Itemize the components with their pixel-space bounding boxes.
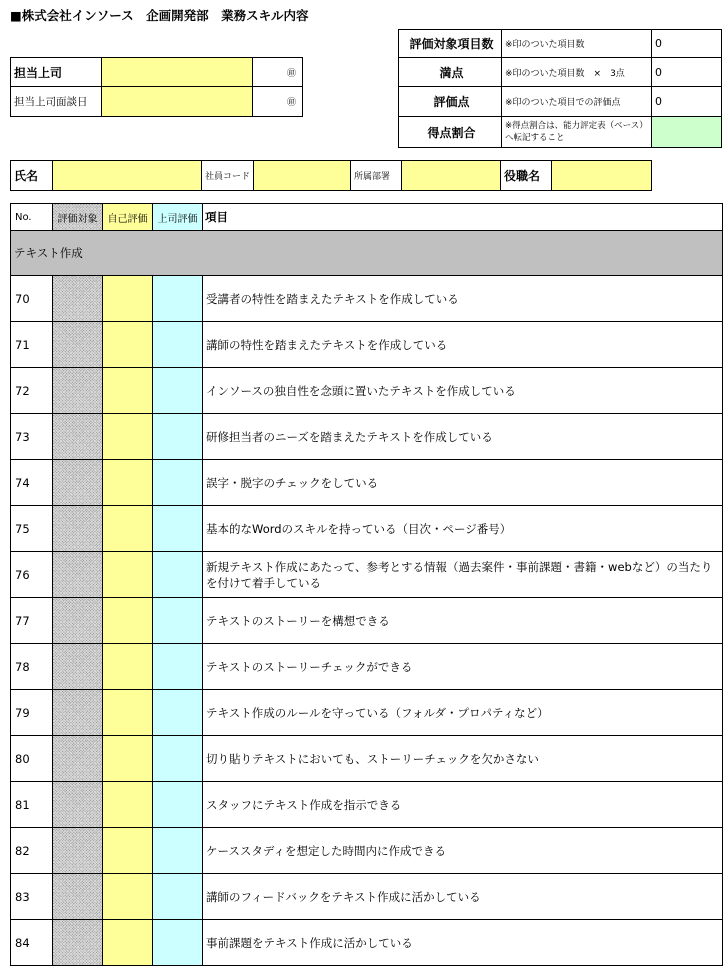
row-target-cell[interactable] [53, 644, 103, 690]
row-self-eval-cell[interactable] [103, 598, 153, 644]
row-target-cell[interactable] [53, 368, 103, 414]
section-row [11, 231, 723, 276]
supervisor-label: 担当上司 [10, 57, 102, 87]
interview-date-input[interactable] [101, 86, 253, 117]
row-number: 73 [11, 414, 53, 460]
row-target-cell[interactable] [53, 736, 103, 782]
name-label: 氏名 [10, 160, 53, 191]
row-boss-eval-cell[interactable] [153, 598, 203, 644]
table-row [11, 460, 723, 506]
row-self-eval-cell[interactable] [103, 690, 153, 736]
name-input[interactable] [52, 160, 202, 191]
row-boss-eval-cell[interactable] [153, 644, 203, 690]
row-item-text: テキスト作成のルールを守っている（フォルダ・プロパティなど） [203, 690, 723, 736]
summary-value-target-count: 0 [651, 29, 722, 58]
table-row [11, 644, 723, 690]
row-boss-eval-cell[interactable] [153, 460, 203, 506]
row-target-cell[interactable] [53, 460, 103, 506]
header-self-eval: 自己評価 [103, 204, 153, 231]
header-no: No. [11, 204, 53, 231]
row-self-eval-cell[interactable] [103, 414, 153, 460]
row-item-text: 研修担当者のニーズを踏まえたテキストを作成している [203, 414, 723, 460]
table-row [11, 276, 723, 322]
table-row [11, 552, 723, 598]
row-item-text: テキストのストーリーチェックができる [203, 644, 723, 690]
row-number: 81 [11, 782, 53, 828]
row-self-eval-cell[interactable] [103, 460, 153, 506]
row-boss-eval-cell[interactable] [153, 920, 203, 966]
supervisor-input[interactable] [101, 57, 253, 87]
row-self-eval-cell[interactable] [103, 276, 153, 322]
interview-seal-stamp: ㊞ [252, 86, 303, 117]
summary-label-eval-score: 評価点 [398, 86, 502, 117]
table-row [11, 322, 723, 368]
row-target-cell[interactable] [53, 322, 103, 368]
row-boss-eval-cell[interactable] [153, 736, 203, 782]
row-number: 83 [11, 874, 53, 920]
row-item-text: インソースの独自性を念頭に置いたテキストを作成している [203, 368, 723, 414]
table-row [11, 690, 723, 736]
row-self-eval-cell[interactable] [103, 368, 153, 414]
interview-date-label: 担当上司面談日 [10, 86, 102, 117]
row-boss-eval-cell[interactable] [153, 874, 203, 920]
summary-note-eval-score: ※印のついた項目での評価点 [501, 86, 652, 117]
row-boss-eval-cell[interactable] [153, 276, 203, 322]
row-boss-eval-cell[interactable] [153, 368, 203, 414]
row-number: 74 [11, 460, 53, 506]
department-input[interactable] [401, 160, 501, 191]
row-number: 71 [11, 322, 53, 368]
row-boss-eval-cell[interactable] [153, 690, 203, 736]
row-item-text: ケーススタディを想定した時間内に作成できる [203, 828, 723, 874]
row-number: 72 [11, 368, 53, 414]
summary-note-target-count: ※印のついた項目数 [501, 29, 652, 58]
department-label: 所属部署 [350, 160, 402, 191]
summary-value-eval-score: 0 [651, 86, 722, 117]
header-item: 項目 [203, 204, 723, 231]
summary-value-score-ratio [651, 116, 722, 148]
row-self-eval-cell[interactable] [103, 552, 153, 598]
summary-label-target-count: 評価対象項目数 [398, 29, 502, 58]
table-row [11, 368, 723, 414]
row-item-text: 講師のフィードバックをテキスト作成に活かしている [203, 874, 723, 920]
row-self-eval-cell[interactable] [103, 322, 153, 368]
summary-note-score-ratio: ※得点割合は、能力評定表（ベース）へ転記すること [501, 116, 652, 148]
row-self-eval-cell[interactable] [103, 874, 153, 920]
row-item-text: 誤字・脱字のチェックをしている [203, 460, 723, 506]
row-number: 76 [11, 552, 53, 598]
row-target-cell[interactable] [53, 782, 103, 828]
row-item-text: 講師の特性を踏まえたテキストを作成している [203, 322, 723, 368]
row-target-cell[interactable] [53, 506, 103, 552]
row-item-text: 受講者の特性を踏まえたテキストを作成している [203, 276, 723, 322]
table-row [11, 414, 723, 460]
row-boss-eval-cell[interactable] [153, 414, 203, 460]
row-item-text: 事前課題をテキスト作成に活かしている [203, 920, 723, 966]
table-row [11, 782, 723, 828]
row-item-text: 新規テキスト作成にあたって、参考とする情報（過去案件・事前課題・書籍・webなど）の当たりを付けて着手している [203, 552, 723, 598]
supervisor-seal-stamp: ㊞ [252, 57, 303, 87]
position-label: 役職名 [500, 160, 552, 191]
row-number: 82 [11, 828, 53, 874]
table-row [11, 736, 723, 782]
summary-note-full-score: ※印のついた項目数 × 3点 [501, 57, 652, 87]
row-item-text: スタッフにテキスト作成を指示できる [203, 782, 723, 828]
row-boss-eval-cell[interactable] [153, 828, 203, 874]
row-target-cell[interactable] [53, 552, 103, 598]
row-boss-eval-cell[interactable] [153, 506, 203, 552]
page-title: ■株式会社インソース 企画開発部 業務スキル内容 [10, 8, 309, 23]
row-self-eval-cell[interactable] [103, 506, 153, 552]
table-row [11, 598, 723, 644]
row-target-cell[interactable] [53, 828, 103, 874]
row-boss-eval-cell[interactable] [153, 552, 203, 598]
row-target-cell[interactable] [53, 920, 103, 966]
row-number: 84 [11, 920, 53, 966]
summary-label-score-ratio: 得点割合 [398, 116, 502, 148]
row-number: 77 [11, 598, 53, 644]
row-self-eval-cell[interactable] [103, 782, 153, 828]
table-row [11, 828, 723, 874]
row-self-eval-cell[interactable] [103, 644, 153, 690]
row-self-eval-cell[interactable] [103, 828, 153, 874]
row-number: 80 [11, 736, 53, 782]
table-header-row [11, 204, 723, 231]
row-self-eval-cell[interactable] [103, 920, 153, 966]
employee-code-label: 社員コード [201, 160, 254, 191]
row-item-text: テキストのストーリーを構想できる [203, 598, 723, 644]
skill-table [10, 203, 723, 966]
row-target-cell[interactable] [53, 690, 103, 736]
table-row [11, 506, 723, 552]
row-boss-eval-cell[interactable] [153, 322, 203, 368]
position-input[interactable] [551, 160, 652, 191]
row-boss-eval-cell[interactable] [153, 782, 203, 828]
section-title: テキスト作成 [11, 231, 723, 276]
row-target-cell[interactable] [53, 276, 103, 322]
row-number: 75 [11, 506, 53, 552]
row-number: 70 [11, 276, 53, 322]
summary-label-full-score: 満点 [398, 57, 502, 87]
table-row [11, 920, 723, 966]
employee-code-input[interactable] [253, 160, 351, 191]
row-number: 79 [11, 690, 53, 736]
row-number: 78 [11, 644, 53, 690]
header-boss-eval: 上司評価 [153, 204, 203, 231]
header-target: 評価対象 [53, 204, 103, 231]
row-target-cell[interactable] [53, 874, 103, 920]
row-self-eval-cell[interactable] [103, 736, 153, 782]
row-target-cell[interactable] [53, 598, 103, 644]
row-target-cell[interactable] [53, 414, 103, 460]
summary-value-full-score: 0 [651, 57, 722, 87]
row-item-text: 切り貼りテキストにおいても、ストーリーチェックを欠かさない [203, 736, 723, 782]
row-item-text: 基本的なWordのスキルを持っている（目次・ページ番号） [203, 506, 723, 552]
table-row [11, 874, 723, 920]
